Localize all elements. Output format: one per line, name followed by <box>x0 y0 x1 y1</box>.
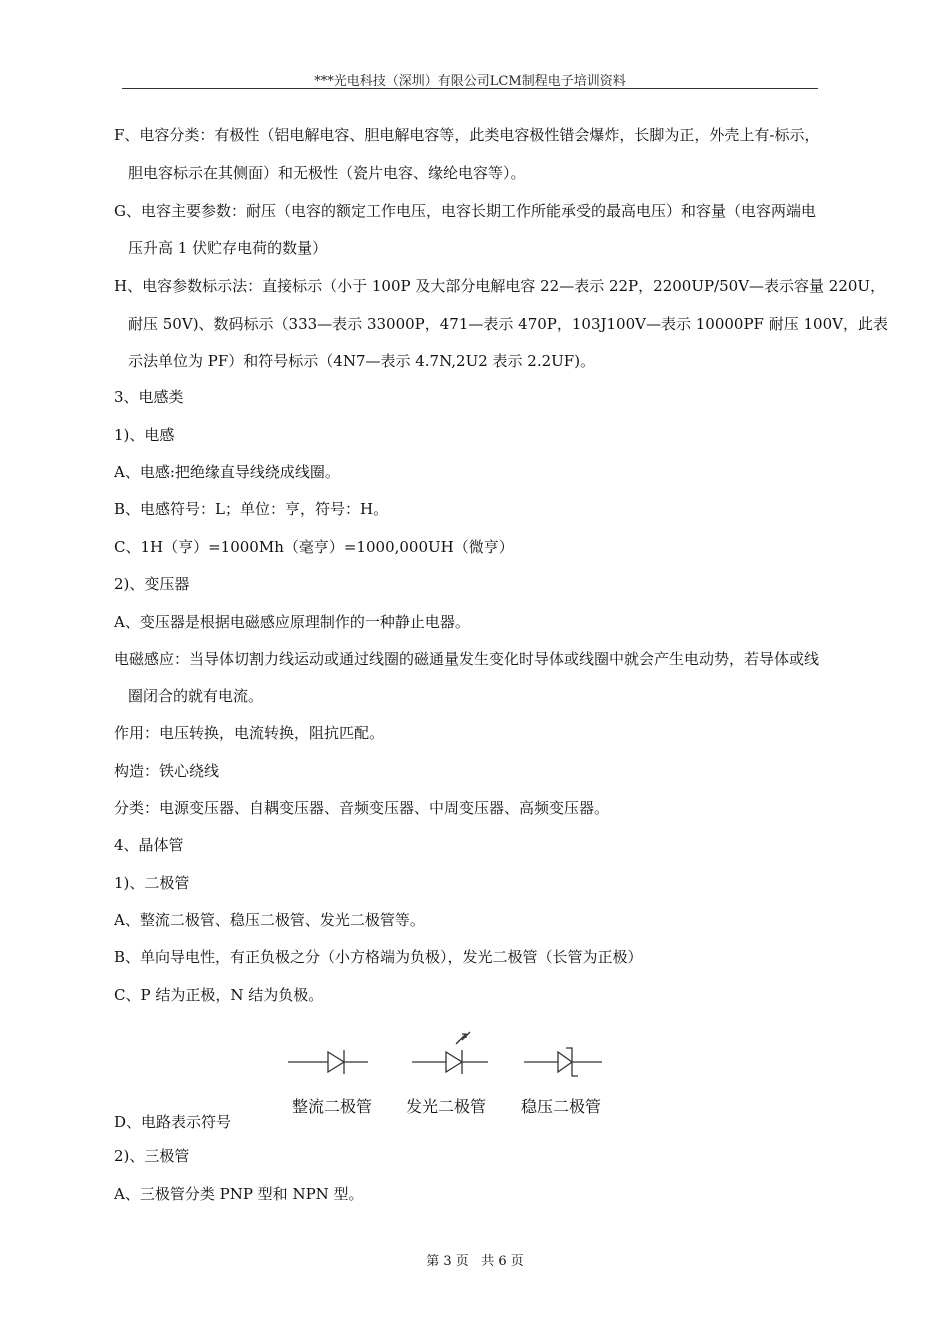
text-line: 电磁感应：当导体切割力线运动或通过线圈的磁通量发生变化时导体或线圈中就会产生电动势，若导体或线 <box>114 650 820 668</box>
text-line: 示法单位为 PF）和符号标示（4N7—表示 4.7N,2U2 表示 2.2UF)。 <box>128 352 596 370</box>
page-number: 第 3 页 <box>426 1254 469 1269</box>
header-rule <box>122 88 818 89</box>
text-line: 3、电感类 <box>114 388 184 406</box>
page-total: 共 6 页 <box>481 1254 524 1269</box>
text-line: 胆电容标示在其侧面）和无极性（瓷片电容、缘纶电容等）。 <box>128 164 526 182</box>
text-line: 构造：铁心绕线 <box>114 762 220 780</box>
text-line: B、电感符号：L；单位：亨，符号：H。 <box>114 500 389 518</box>
text-line: A、三极管分类 PNP 型和 NPN 型。 <box>114 1185 364 1203</box>
page-header: ***光电科技（深圳）有限公司LCM制程电子培训资料 <box>314 74 626 89</box>
text-line: F、电容分类：有极性（铝电解电容、胆电解电容等，此类电容极性错会爆炸，长脚为正，外壳上有-标示， <box>114 126 820 144</box>
text-line: B、单向导电性，有正负极之分（小方格端为负极），发光二极管（长管为正极） <box>114 948 643 966</box>
text-line: 1)、电感 <box>114 426 175 444</box>
text-line: 耐压 50V)、数码标示（333—表示 33000P，471—表示 470P，103J100V—表示 10000PF 耐压 100V，此表 <box>128 315 888 333</box>
text-line: 1)、二极管 <box>114 874 190 892</box>
rectifier-diode-label: 整流二极管 <box>292 1097 373 1116</box>
text-line: A、整流二极管、稳压二极管、发光二极管等。 <box>114 911 425 929</box>
text-line: A、电感:把绝缘直导线绕成线圈。 <box>114 463 340 481</box>
text-line: D、电路表示符号 <box>114 1113 232 1131</box>
zener-diode-label: 稳压二极管 <box>521 1097 602 1116</box>
rectifier-diode-symbol <box>288 1050 368 1074</box>
text-line: 4、晶体管 <box>114 836 184 854</box>
led-diode-label: 发光二极管 <box>406 1097 487 1116</box>
zener-diode-symbol <box>524 1048 602 1076</box>
text-line: G、电容主要参数：耐压（电容的额定工作电压，电容长期工作所能承受的最高电压）和容量（电容两端电 <box>114 202 816 220</box>
text-line: H、电容参数标示法：直接标示（小于 100P 及大部分电解电容 22—表示 22P，2200UP/50V—表示容量 220U， <box>114 277 886 295</box>
text-line: 2)、三极管 <box>114 1147 190 1165</box>
text-line: C、1H（亨）=1000Mh（毫亨）=1000,000UH（微亨） <box>114 538 514 556</box>
led-diode-symbol <box>412 1032 488 1074</box>
text-line: 分类：电源变压器、自耦变压器、音频变压器、中周变压器、高频变压器。 <box>114 799 610 817</box>
text-line: C、P 结为正极，N 结为负极。 <box>114 986 324 1004</box>
text-line: 圈闭合的就有电流。 <box>128 687 264 705</box>
text-line: 压升高 1 伏贮存电荷的数量） <box>128 239 328 257</box>
text-line: A、变压器是根据电磁感应原理制作的一种静止电器。 <box>114 613 470 631</box>
text-line: 作用：电压转换，电流转换，阻抗匹配。 <box>114 724 385 742</box>
page-footer <box>0 1250 950 1269</box>
text-line: 2)、变压器 <box>114 575 190 593</box>
